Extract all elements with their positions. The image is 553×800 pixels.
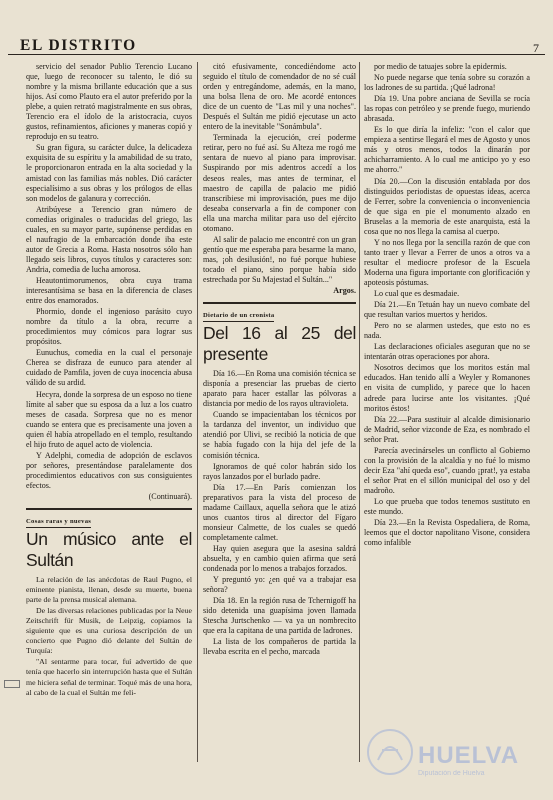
paragraph: No puede negarse que tenía sobre su corazón a los ladrones de su partida. ¡Qué ladrona! [364, 73, 530, 93]
article-headline: Del 16 al 25 del presente [203, 323, 356, 365]
paragraph: Hecyra, donde la sorpresa de un esposo no tiene límite al saber que su esposa da a luz a los cuatro meses de casada. Sorpresa que no es menor cuando se entera que es precisamente una joven a quien él había atropellado en el templo, resultando el hijo fruto de aquel acto de violencia. [26, 389, 192, 449]
paragraph: Lo cual que es desmadaie. [374, 289, 460, 299]
paragraph: Día 21.—En Tetuán hay un nuevo combate del que resultan varios muertos y heridos. [364, 300, 530, 320]
header-rule [8, 54, 545, 55]
paragraph: De las diversas relaciones publicadas por la Neue Zeitschrift für Musik, de Leipzig, copiamos la siguiente que es una curiosa descripción de un concierto que Pugno dió delante del Sultán de Turquía: [26, 606, 192, 656]
paragraph: Su gran figura, su carácter dulce, la delicadeza exquisita de su espíritu y la amabilidad de su trato, le proporcionaron entrada en la alta sociedad y la amistad con las familias más nobles. Dió carácter especialísimo a sus obras y los prólogos de ellas son modelos de galanura y corrección. [26, 143, 192, 203]
signature: Argos. [333, 286, 356, 296]
paragraph: citó efusivamente, concediéndome acto seguido el título de comendador de no sé cuál orden y entregándome, además, en la mano, una bolsa llena de oro. Me acordé entonces dice de un cuento de "Las mil y una noches". Después el Sultán me pidió ejecutase un acto entero de la inevitable "Sonámbula". [203, 62, 356, 132]
paragraph: Día 16.—En Roma una comisión técnica se disponía a presenciar las pruebas de cierto aparato para hacer estallar las pólvoras a distancia por medio de los rayos ultravioleta. [203, 369, 356, 409]
continued-note: (Continuará). [148, 491, 192, 501]
paragraph: Día 19. Una pobre anciana de Sevilla se rocía las ropas con petróleo y se prende fuego, muriendo abrasada. [364, 94, 530, 124]
paragraph: Hay quien asegura que la asesina saldrá absuelta, y en cambio quien afirma que será condenada por lo menos a trabajos forzados. [203, 543, 356, 574]
paragraph: por medio de tatuajes sobre la epidermis. [374, 62, 507, 71]
column-left [26, 62, 192, 766]
watermark-subtext: Diputación de Huelva [418, 770, 485, 777]
paragraph: Día 20.—Con la discusión entablada por dos distinguidos periodistas de opuestas ideas, acerca de Ferrer, sobre la conveniencia o inconveniencia de que siga en pie el monumento alzado en Bruselas a la memoria de este anarquista, está la cosa que no nos llega la camisa al cuerpo. [364, 176, 530, 236]
paragraph: La lista de los compañeros de partida la llevaba escrita en el pecho, marcada [203, 637, 356, 657]
paragraph: Día 23.—En la Revista Ospedaliera, de Roma, leemos que el doctor napolitano Visone, considera como infalible [364, 518, 530, 548]
paragraph: servicio del senador Publio Terencio Lucano que, luego de reconocer su talento, le dió su nombre y la misma brillante educación que a sus hijos. Así como Plauto era el autor preferido por la plebe, a quien retrató magistralmente en sus obras, Terencio era el ídolo de la aristocracia, cuyos gustos, refinamientos, aficiones y maneras copió y reprodujo en su teatro. [26, 62, 192, 142]
paragraph: Eunuchus, comedia en la cual el personaje Cherea se disfraza de eunuco para atender al cuidado de Pamfila, joven de cuya inocencia abusa válido de su ardid. [26, 348, 192, 388]
paragraph: Nosotros decimos que los moritos están mal educados. Han tenido allí a Weyler y Romanones en visita de cumplido, y parece que lo hacen adrede para lucirse ante los visitantes. ¡Qué moritos éstos! [364, 363, 530, 413]
paragraph: Terminada la ejecución, creí poderme retirar, pero no fué así. Su Alteza me rogó me sentara de nuevo al piano para improvisar. Suspirando por mis adentros accedí a los deseos reales, mas antes de terminar, el maestro de capilla de palacio me pidió transcribiese mi improvisación, pues me dijo deseaba conservarla a fin de componer con ella una marcha militar para uso del ejército otomano. [203, 133, 356, 233]
binding-mark [4, 680, 20, 688]
paragraph: Día 18. En la región rusa de Tchernigoff ha sido detenida una guapísima joven llamada Stescha Jurtschenko — va ya un nombrecito que era la capitana de una partida de ladrones. [203, 596, 356, 636]
section-rule [26, 508, 192, 510]
paragraph: Día 22.—Para sustituir al alcalde dimisionario de Madrid, señor vizconde de Eza, es nombrado el señor Prat. [364, 414, 530, 444]
column-divider [359, 62, 360, 762]
column-middle [203, 62, 356, 766]
paragraph: Atribúyese a Terencio gran número de comedias originales o traducidas del griego, las cuales, en su mayor parte, supónense perdidas en el naufragio de la embarcación donde iba este autor de Grecia a Roma. Hasta nosotros sólo han llegado seis libros, cuyos títulos y caracteres son: Andria, comedia de lucha amorosa. [26, 204, 192, 274]
column-divider [197, 62, 198, 762]
paragraph: Al salir de palacio me encontré con un gran gentío que me esperaba para besarme la mano, mas, ¡oh desilusión!, no fué porque hubiese tocado el piano, sino porque había sido estrechada por Su Majestad el Sultán..." [203, 234, 356, 284]
paragraph: Las declaraciones oficiales aseguran que no se intentarán otras operaciones por ahora. [364, 342, 530, 362]
page-number: 7 [533, 41, 539, 55]
paragraph: Phormio, donde el ingenioso parásito cuyo nombre da título a la obra, recurre a procedimientos muy cómicos para lograr sus propósitos. [26, 307, 192, 347]
paragraph: Pero no se alarmen ustedes, que esto no es nada. [364, 321, 530, 341]
paragraph: Es lo que diría la infeliz: "con el calor que empieza a sentirse llegará el mes de Agosto y unos más y otros menos, todos la dinarán por achicharramiento. A lo cual me anticipo yo y eso me ahorro." [364, 125, 530, 175]
section-label: Dietario de un cronista [203, 311, 274, 322]
paragraph: Y Adelphi, comedia de adopción de esclavos por señores, presentándose paralelamente dos procedimientos educativos con sus consiguientes efectos. [26, 450, 192, 490]
paragraph: Y no nos llega por la sencilla razón de que con tanto traer y llevar a Ferrer de unos a otros va a resultar el mediocre profesor de la Escuela Moderna una figura importante con glorificación y apoteosis póstumas. [364, 237, 530, 287]
paragraph: Heautontimorumenos, obra cuya trama interesantísima se basa en la diferencia de clases entre dos enamorados. [26, 275, 192, 306]
page-header [10, 4, 543, 55]
paragraph: La relación de las anécdotas de Raul Pugno, el eminente pianista, llenan, desde su muerte, buena parte de la prensa musical alemana. [26, 575, 192, 605]
paragraph: Parecía avecinárseles un conflicto al Gobierno con la provisión de la alcaldía y no fué lo mismo decir Eza "ahí queda eso", cuando ¡prat!, ya estaba el señor Prat en el sillón municipal del oso y del madroño. [364, 445, 530, 495]
journal-title: EL DISTRITO [20, 37, 137, 54]
paragraph: "Al sentarme para tocar, fuí advertido de que tenía que hacerlo sin interrupción hasta que el Sultán me hiciera señal de terminar. Toqué más de una hora, al cabo de la cual el Sultán me feli- [26, 657, 192, 697]
article-headline: Un músico ante el Sultán [26, 529, 192, 571]
section-label: Cosas raras y nuevas [26, 517, 91, 528]
paragraph: Lo que prueba que todos tenemos sustituto en este mundo. [364, 496, 530, 517]
paragraph: Cuando se impacientaban los técnicos por la tardanza del inventor, un individuo que atendió por Ulivi, se recibió la noticia de que se había fugado con la hija del jefe de la comisión técnica. [203, 410, 356, 460]
watermark-text: HUELVA [418, 742, 520, 769]
paragraph: Ignoramos de qué color habrán sido los rayos lanzados por el burlado padre. [203, 461, 356, 481]
section-rule [203, 302, 356, 304]
column-right [364, 62, 530, 766]
paragraph: Día 17.—En París comienzan los preparativos para la vista del proceso de madame Caillaux, aquella señora que le atizó unos cuantos tiros al director del Fígaro monsieur Calmette, de los cuales se quedó completamente calmet. [203, 482, 356, 542]
paragraph: Y preguntó yo: ¿en qué va a trabajar esa señora? [203, 575, 356, 595]
